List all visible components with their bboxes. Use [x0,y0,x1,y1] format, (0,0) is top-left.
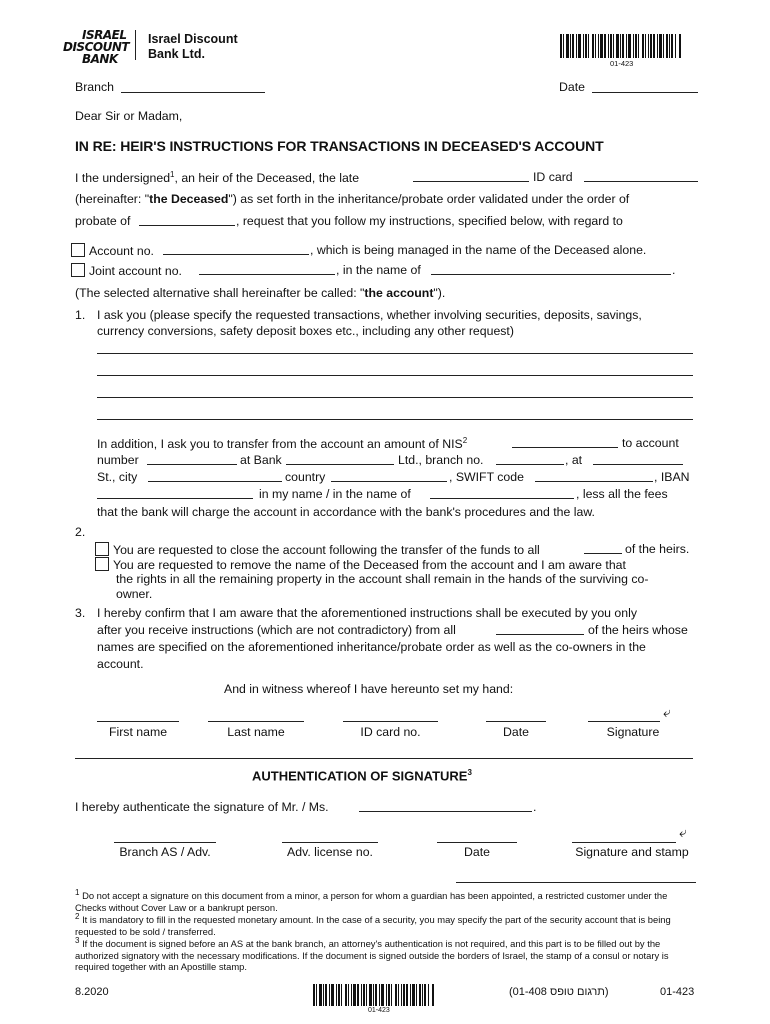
footnote-3-num: 3 [75,936,80,945]
adv-license-field[interactable] [282,842,378,843]
swift-label: , SWIFT code [449,470,524,484]
intro-line3-text: , request that you follow my instructions, specified below, with regard to [236,214,623,228]
logo-word-israel: ISRAEL [82,28,127,42]
iban-field[interactable] [97,498,253,499]
bank-name-line2: Bank Ltd. [148,47,205,61]
city-label: St., city [97,470,138,484]
joint-account-field[interactable] [199,274,335,275]
country-field[interactable] [331,481,447,482]
intro-undersigned: I the undersigned [75,171,171,186]
selected-alternative [75,286,445,300]
joint-owner-name-field[interactable] [431,274,671,275]
item2-number: 2. [75,525,86,539]
auth-signature-label: Signature and stamp [575,845,689,859]
selected-alt-bold: the account [364,286,434,300]
heirs-count-field-2[interactable] [496,634,584,635]
barcode-bar [679,34,681,58]
id-card-no-label: ID card no. [360,725,421,739]
id-card-label: ID card [533,170,573,184]
intro-line2 [75,192,629,206]
branch-label: Branch [75,80,114,94]
footnote-3 [75,935,700,973]
joint-in-name-label: , in the name of [336,263,421,277]
item1-line1: I ask you (please specify the requested transactions, whether involving securities, deposits, savings, [97,308,642,322]
swift-field[interactable] [535,481,653,482]
remove-name-checkbox[interactable] [95,557,109,571]
footnote-ref-2: 2 [462,436,468,445]
barcode-bar [432,984,434,1006]
in-name-of-label: in my name / in the name of [259,487,411,501]
remove-name-line1: You are requested to remove the name of the Deceased from the account and I am aware that [113,558,626,572]
close-account-option [95,542,540,557]
item1-line2: currency conversions, safety deposit boxes etc., including any other request) [97,324,514,338]
close-account-checkbox[interactable] [95,542,109,556]
item1-number: 1. [75,308,86,322]
date-label: Date [559,80,585,94]
deceased-name-field[interactable] [413,181,529,182]
auth-text-end: . [533,800,537,814]
page-title: IN RE: HEIR'S INSTRUCTIONS FOR TRANSACTIONS IN DECEASED'S ACCOUNT [75,138,604,154]
number-label: number [97,453,139,467]
target-account-field[interactable] [147,464,237,465]
account-checkbox[interactable] [71,243,85,257]
signer-date-field[interactable] [486,721,546,722]
branch-no-label: Ltd., branch no. [398,453,484,467]
barcode-top-number: 01-423 [610,59,634,68]
footnote-1 [75,887,700,913]
logo-word-discount: DISCOUNT [63,40,130,54]
remove-name-line3: owner. [116,587,153,601]
account-option [71,243,154,258]
first-name-field[interactable] [97,721,179,722]
selected-alt-text: (The selected alternative shall hereinafter be called: " [75,286,365,300]
item3-line2: after you receive instructions (which are not contradictory) from all [97,623,456,637]
auth-date-field[interactable] [437,842,517,843]
intro-inheritance-text: ") as set forth in the inheritance/probate order validated under the order of [228,192,630,206]
item3-line2-end: of the heirs whose [588,623,688,637]
signer-date-label: Date [503,725,529,739]
request-line-1[interactable] [97,353,693,354]
intro-heir-text: , an heir of the Deceased, the late [174,171,360,186]
signature-field[interactable] [588,721,660,722]
account-no-label: Account no. [89,244,154,258]
section-separator [75,758,693,759]
joint-period: . [672,263,676,277]
heirs-count-field-1[interactable] [584,553,622,554]
id-card-no-field[interactable] [343,721,438,722]
close-account-text: You are requested to close the account following the transfer of the funds to all [113,543,540,557]
auth-text: I hereby authenticate the signature of Mr. / Ms. [75,800,329,814]
footnote-ref-3: 3 [467,768,472,777]
branch-field[interactable] [121,92,265,93]
request-line-2[interactable] [97,375,693,376]
last-name-field[interactable] [208,721,304,722]
witness-text: And in witness whereof I have hereunto set my hand: [224,682,514,696]
remove-name-option [95,557,626,572]
selected-alt-end: "). [433,286,446,300]
probate-field[interactable] [139,225,235,226]
to-account-label: to account [622,436,679,450]
item3-number: 3. [75,606,86,620]
signature-label: Signature [606,725,660,739]
footnote-2-text: It is mandatory to fill in the requested monetary amount. In the case of a security, you may specify the part of the security account that is being requested to be sold / transferred. [75,914,671,937]
remove-name-line2: the rights in all the remaining property in the account shall remain in the hands of the surviving co- [116,572,649,586]
less-fees-label: , less all the fees [576,487,668,501]
logo-divider [135,30,136,60]
account-no-field[interactable] [163,254,309,255]
footnote-1-num: 1 [75,888,80,897]
beneficiary-name-field[interactable] [430,498,574,499]
country-label: country [285,470,326,484]
transfer-amount-text: In addition, I ask you to transfer from the account an amount of NIS [97,437,463,452]
barcode-top [560,34,681,58]
bank-name-line1: Israel Discount [148,32,238,46]
auth-signature-field[interactable] [572,842,676,843]
branch-as-field[interactable] [114,842,216,843]
transfer-line1 [97,436,467,451]
form-number: 01-423 [660,986,695,998]
barcode-bottom [313,984,434,1006]
item3-line3: names are specified on the aforementioned inheritance/probate order as well as the co-owners in the [97,640,646,654]
logo-word-bank: BANK [82,52,118,66]
bank-name-field[interactable] [286,464,394,465]
auth-title-text: AUTHENTICATION OF SIGNATURE [252,768,468,784]
sign-here-arrow-icon: ⤶ [663,704,671,720]
iban-label: , IBAN [654,470,690,484]
branch-as-label: Branch AS / Adv. [119,845,211,859]
intro-deceased-bold: the Deceased [149,192,229,206]
auth-sign-arrow-icon: ⤶ [679,824,687,840]
probate-label: probate of [75,214,131,228]
footnote-separator [456,882,696,883]
footer-date: 8.2020 [75,986,109,998]
item3-line1: I hereby confirm that I am aware that the aforementioned instructions shall be executed by you only [97,606,637,620]
footnote-3-text: If the document is signed before an AS at the bank branch, an attorney's authentication is not required, and this part is to be filled out by the authorized signatory with the necessary modifications. If the document is signed outside the borders of Israel, the stamp of a consul or notary is required together with an Apostille stamp. [75,938,669,973]
street-field[interactable] [593,464,683,465]
account-option-text: , which is being managed in the name of the Deceased alone. [310,243,647,257]
of-heirs-label: of the heirs. [625,542,690,556]
intro-line1 [75,170,359,185]
first-name-label: First name [108,725,168,739]
salutation: Dear Sir or Madam, [75,109,183,123]
branch-no-field[interactable] [496,464,564,465]
auth-date-label: Date [464,845,490,859]
adv-license-label: Adv. license no. [287,845,373,859]
at-label: , at [565,453,583,467]
item3-line4: account. [97,657,144,671]
joint-account-checkbox[interactable] [71,263,85,277]
city-field[interactable] [148,481,282,482]
footnote-2-num: 2 [75,912,80,921]
request-line-3[interactable] [97,397,693,398]
deceased-id-field[interactable] [584,181,698,182]
transfer-amount-field[interactable] [512,447,618,448]
transfer-line5: that the bank will charge the account in accordance with the bank's procedures and the law. [97,505,595,519]
request-line-4[interactable] [97,419,693,420]
form-reference: (01-408 תרגום טופס) [509,986,609,998]
last-name-label: Last name [227,725,285,739]
auth-signer-name-field[interactable] [359,811,532,812]
footnote-ref-1: 1 [170,170,175,179]
at-bank-label: at Bank [240,453,282,467]
date-field[interactable] [592,92,698,93]
footnote-2 [75,911,700,937]
joint-option [71,263,182,278]
footnote-1-text: Do not accept a signature on this document from a minor, a person for whom a guardian has been appointed, a restricted customer under the Checks without Cover Law or a bankrupt person. [75,890,668,913]
joint-account-label: Joint account no. [89,264,182,278]
auth-title [252,768,472,783]
barcode-bottom-number: 01-423 [368,1007,390,1014]
intro-hereinafter: (hereinafter: " [75,192,150,206]
